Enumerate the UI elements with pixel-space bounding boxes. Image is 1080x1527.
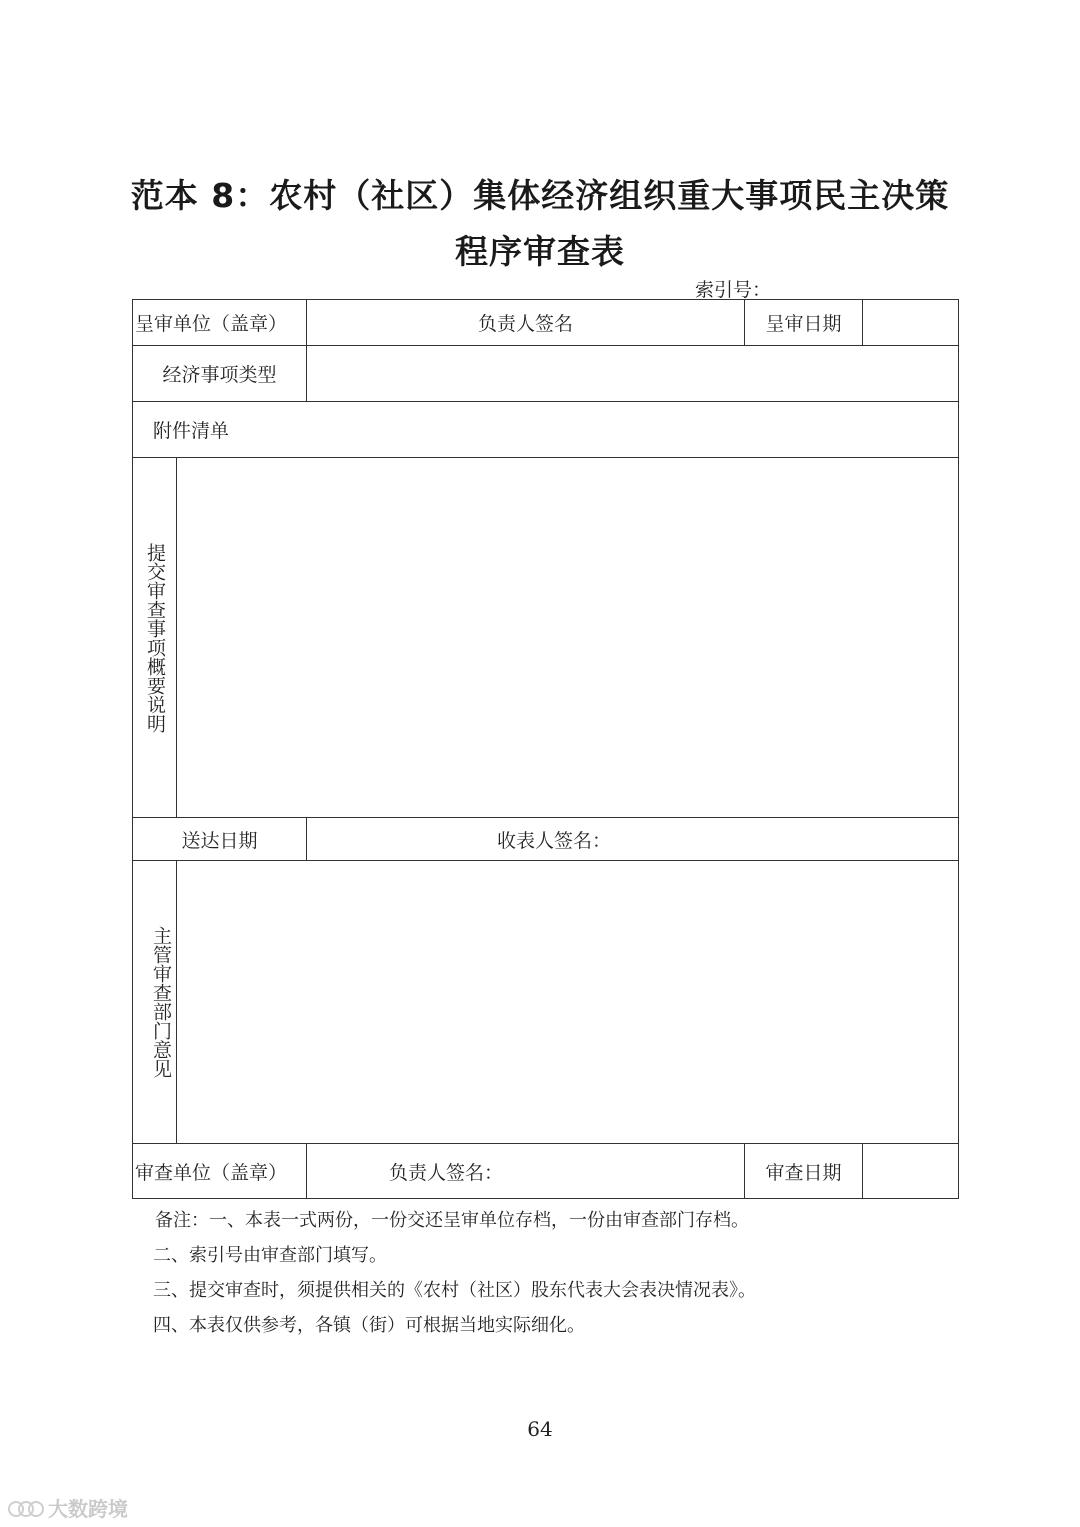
summary-label-cell	[133, 458, 177, 818]
form-row-summary	[133, 458, 959, 818]
form-row-attachments	[133, 402, 959, 458]
watermark-text: 大数跨境	[48, 1497, 128, 1521]
delivery-date-label: 送达日期	[133, 818, 307, 861]
form-row-submit	[133, 300, 959, 346]
form-row-economic-type	[133, 346, 959, 402]
document-title-line2: 程序审查表	[455, 232, 625, 271]
form-row-delivery	[133, 818, 959, 861]
index-number-label: 索引号：	[695, 279, 772, 301]
review-unit-label: 审查单位（盖章）	[133, 1144, 307, 1199]
note-line-1: 备注：一、本表一式两份，一份交还呈审单位存档，一份由审查部门存档。	[155, 1210, 749, 1231]
economic-type-field[interactable]	[307, 346, 959, 402]
summary-label: 提交审查事项概要说明	[144, 542, 166, 733]
responsible-signature-label: 负责人签名	[307, 300, 745, 346]
submit-unit-label: 呈审单位（盖章）	[133, 300, 307, 346]
attachments-label: 附件清单	[133, 402, 959, 458]
watermark-logo-icon	[8, 1499, 42, 1517]
form-row-opinion	[133, 861, 959, 1144]
notes-section	[155, 1203, 756, 1343]
form-row-review	[133, 1144, 959, 1199]
receiver-signature-label: 收表人签名：	[307, 818, 959, 861]
submit-date-label: 呈审日期	[745, 300, 863, 346]
page-number: 64	[527, 1417, 553, 1441]
note-line-4: 四、本表仅供参考，各镇（街）可根据当地实际细化。	[153, 1315, 585, 1336]
document-title-line1: 范本 8：农村（社区）集体经济组织重大事项民主决策	[130, 176, 950, 215]
note-line-3: 三、提交审查时，须提供相关的《农村（社区）股东代表大会表决情况表》。	[153, 1280, 756, 1301]
review-date-field[interactable]	[863, 1144, 959, 1199]
watermark	[8, 1493, 128, 1522]
review-form-table	[132, 299, 959, 1199]
summary-field[interactable]	[177, 458, 959, 818]
economic-type-label: 经济事项类型	[133, 346, 307, 402]
opinion-field[interactable]	[177, 861, 959, 1144]
review-responsible-signature-label: 负责人签名：	[307, 1144, 745, 1199]
opinion-label: 主管审查部门意见	[150, 926, 172, 1078]
opinion-label-cell	[133, 861, 177, 1144]
review-date-label: 审查日期	[745, 1144, 863, 1199]
submit-date-field[interactable]	[863, 300, 959, 346]
note-line-2: 二、索引号由审查部门填写。	[153, 1245, 387, 1266]
